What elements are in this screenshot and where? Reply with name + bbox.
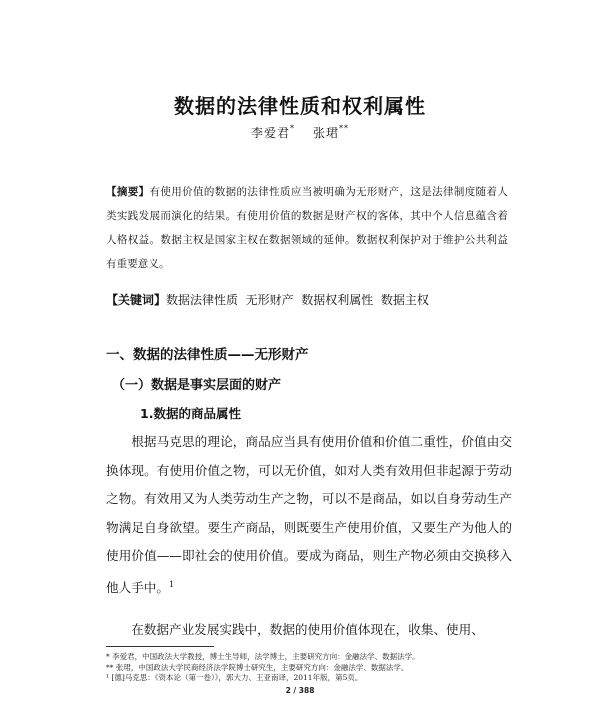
footnotes [106, 652, 516, 684]
footnote: * 李爱君，中国政法大学教授，博士生导师，法学博士，主要研究方向：金融法学、数据法学。 [106, 652, 420, 661]
page-number: 2 / 388 [285, 686, 315, 695]
abstract-text: 有使用价值的数据的法律性质应当被明确为无形财产，这是法律制度随着人类实践发展而演化的结果。有使用价值的数据是财产权的客体，其中个人信息蕴含着人格权益。数据主权是国家主权在数据领域的延伸。数据权利保护对于维护公共利益有重要意义。 [106, 186, 508, 270]
footnote: ** 张珺，中国政法大学民商经济法学院博士研究生，主要研究方向：金融法学、数据法学。 [106, 662, 409, 672]
author-2: 张珺** [313, 124, 350, 140]
section-heading-1-1: （一）数据是事实层面的财产 [112, 378, 282, 393]
footnote-divider [106, 646, 214, 647]
author-1: 李爱君* [250, 124, 295, 140]
paper-title: 数据的法律性质和权利属性 [174, 94, 426, 118]
abstract [106, 180, 508, 276]
author-line [0, 124, 600, 141]
keywords [106, 290, 508, 310]
paragraph: 在数据产业发展实践中，数据的使用价值体现在，收集、使用、 [131, 622, 484, 638]
paragraph: 根据马克思的理论，商品应当具有使用价值和价值二重性，价值由交换体现。有使用价值之物，可以无价值，如对人类有效用但非起源于劳动之物。有效用又为人类劳动生产之物，可以不是商品，如以自身劳动生产物满足自身欲望。要生产商品，则既要生产使用价值，又要生产为他人的使用价值——即社会的使用价值。要成为商品，则生产物必须由交换移入他人手中。$^1$ [106, 434, 512, 595]
footnote: ¹ [德]马克思：《资本论（第一卷）》，郭大力、王亚南译，2011年版，第5页。 [106, 673, 363, 682]
keywords-text: 数据法律性质 无形财产 数据权利属性 数据主权 [166, 293, 429, 307]
body-text [106, 428, 512, 645]
abstract-label: 【摘要】 [106, 186, 150, 198]
footnote-ref: 1 [168, 579, 175, 589]
section-heading-1: 一、数据的法律性质——无形财产 [106, 347, 309, 363]
keywords-label: 【关键词】 [106, 293, 167, 307]
section-heading-1-1-1: 1.数据的商品属性 [140, 406, 241, 421]
